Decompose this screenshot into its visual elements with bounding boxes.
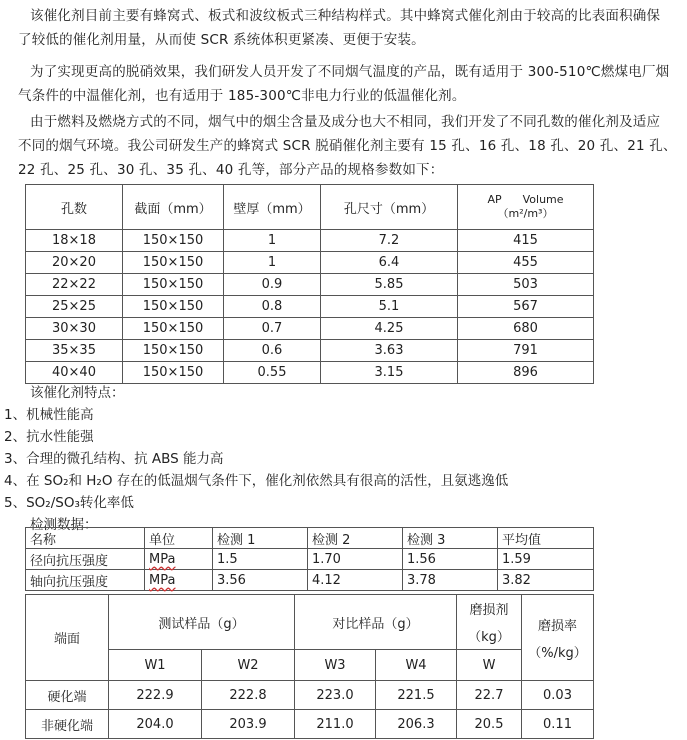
table-row bbox=[26, 274, 594, 296]
cell: 3.63 bbox=[321, 340, 458, 362]
wear-table bbox=[25, 594, 594, 739]
cell: 0.55 bbox=[224, 362, 321, 384]
cell: 222.8 bbox=[202, 681, 295, 710]
header-hole-size: 孔尺寸（mm） bbox=[321, 185, 458, 230]
header-compare-sample: 对比样品（g） bbox=[295, 595, 457, 650]
cell: 203.9 bbox=[202, 710, 295, 739]
cell: 硬化端 bbox=[26, 681, 109, 710]
cell: 3.82 bbox=[498, 570, 594, 591]
cell: 221.5 bbox=[376, 681, 457, 710]
feature-item: 5、SO₂/SO₃转化率低 bbox=[4, 495, 134, 511]
cell: MPa bbox=[145, 570, 213, 591]
cell: 18×18 bbox=[26, 230, 123, 252]
header-name: 名称 bbox=[26, 528, 145, 549]
table-header-row bbox=[26, 185, 594, 230]
cell: 非硬化端 bbox=[26, 710, 109, 739]
cell: 5.85 bbox=[321, 274, 458, 296]
table-row bbox=[26, 340, 594, 362]
cell: 4.25 bbox=[321, 318, 458, 340]
cell: 5.1 bbox=[321, 296, 458, 318]
wear-rate-unit: （%/kg） bbox=[528, 645, 587, 661]
header-unit: 单位 bbox=[145, 528, 213, 549]
cell: 150×150 bbox=[123, 252, 224, 274]
cell: 3.78 bbox=[403, 570, 498, 591]
header-abrasive bbox=[457, 595, 522, 650]
header-hole-count: 孔数 bbox=[26, 185, 123, 230]
header-test-2: 检测 2 bbox=[308, 528, 403, 549]
cell: MPa bbox=[145, 549, 213, 570]
cell: 轴向抗压强度 bbox=[26, 570, 145, 591]
table-row bbox=[26, 296, 594, 318]
cell: 1.70 bbox=[308, 549, 403, 570]
sub-w2: W2 bbox=[202, 650, 295, 681]
header-section: 截面（mm） bbox=[123, 185, 224, 230]
abrasive-unit: （kg） bbox=[468, 630, 510, 645]
header-wall-thickness: 壁厚（mm） bbox=[224, 185, 321, 230]
table-header-row bbox=[26, 595, 594, 650]
cell: 0.9 bbox=[224, 274, 321, 296]
text-line: 22 孔、25 孔、30 孔、35 孔、40 孔等，部分产品的规格参数如下： bbox=[18, 162, 444, 178]
cell: 1.5 bbox=[213, 549, 308, 570]
cell: 791 bbox=[458, 340, 594, 362]
sub-w1: W1 bbox=[109, 650, 202, 681]
feature-item: 4、在 SO₂和 H₂O 存在的低温烟气条件下，催化剂依然具有很高的活性，且氨逃逸低 bbox=[4, 473, 509, 489]
cell: 567 bbox=[458, 296, 594, 318]
spec-table bbox=[25, 184, 594, 384]
cell: 150×150 bbox=[123, 340, 224, 362]
table-row bbox=[26, 681, 594, 710]
header-ap-volume bbox=[458, 185, 594, 230]
header-wear-rate bbox=[522, 595, 594, 681]
cell: 20×20 bbox=[26, 252, 123, 274]
wear-rate-label: 磨损率 bbox=[537, 618, 577, 634]
sub-w3: W3 bbox=[295, 650, 376, 681]
features-section bbox=[0, 382, 600, 536]
feature-item: 1、机械性能高 bbox=[4, 407, 94, 423]
cell: 30×30 bbox=[26, 318, 123, 340]
text-line: 为了实现更高的脱硝效果，我们研发人员开发了不同烟气温度的产品，既有适用于 300-510℃燃煤电厂烟 bbox=[30, 64, 670, 80]
text-line: 该催化剂目前主要有蜂窝式、板式和波纹板式三种结构样式。其中蜂窝式催化剂由于较高的比表面积确保 bbox=[30, 8, 661, 24]
cell: 径向抗压强度 bbox=[26, 549, 145, 570]
header-test-1: 检测 1 bbox=[213, 528, 308, 549]
cell: 150×150 bbox=[123, 318, 224, 340]
cell: 1.56 bbox=[403, 549, 498, 570]
cell: 20.5 bbox=[457, 710, 522, 739]
text-line: 气条件的中温催化剂，也有适用于 185-300℃非电力行业的低温催化剂。 bbox=[18, 88, 466, 104]
cell: 503 bbox=[458, 274, 594, 296]
cell: 150×150 bbox=[123, 274, 224, 296]
table-row bbox=[26, 570, 594, 591]
cell: 150×150 bbox=[123, 296, 224, 318]
intro-paragraph-2 bbox=[18, 60, 678, 108]
cell: 0.7 bbox=[224, 318, 321, 340]
header-end-face: 端面 bbox=[26, 595, 109, 681]
table-subheader-row bbox=[26, 650, 594, 681]
header-test-sample: 测试样品（g） bbox=[109, 595, 295, 650]
table-row bbox=[26, 710, 594, 739]
cell: 415 bbox=[458, 230, 594, 252]
cell: 1.59 bbox=[498, 549, 594, 570]
ap-label: AP Volume bbox=[487, 193, 564, 206]
text-line: 由于燃料及燃烧方式的不同，烟气中的烟尘含量及成分也大不相同，我们开发了不同孔数的催化剂及适应 bbox=[30, 114, 661, 130]
cell: 3.15 bbox=[321, 362, 458, 384]
header-test-3: 检测 3 bbox=[403, 528, 498, 549]
cell: 0.6 bbox=[224, 340, 321, 362]
cell: 455 bbox=[458, 252, 594, 274]
table-row bbox=[26, 318, 594, 340]
test-data-table bbox=[25, 527, 594, 591]
table-row bbox=[26, 549, 594, 570]
sub-w4: W4 bbox=[376, 650, 457, 681]
abrasive-label: 磨损剂 bbox=[469, 603, 509, 618]
cell: 150×150 bbox=[123, 230, 224, 252]
cell: 206.3 bbox=[376, 710, 457, 739]
cell: 22.7 bbox=[457, 681, 522, 710]
cell: 7.2 bbox=[321, 230, 458, 252]
cell: 25×25 bbox=[26, 296, 123, 318]
table-header-row bbox=[26, 528, 594, 549]
cell: 204.0 bbox=[109, 710, 202, 739]
text-line: 了较低的催化剂用量，从而使 SCR 系统体积更紧凑、更便于安装。 bbox=[18, 32, 425, 48]
cell: 35×35 bbox=[26, 340, 123, 362]
cell: 0.11 bbox=[522, 710, 594, 739]
cell: 222.9 bbox=[109, 681, 202, 710]
cell: 211.0 bbox=[295, 710, 376, 739]
table-row bbox=[26, 362, 594, 384]
feature-item: 2、抗水性能强 bbox=[4, 429, 94, 445]
feature-item: 3、合理的微孔结构、抗 ABS 能力高 bbox=[4, 451, 224, 467]
cell: 4.12 bbox=[308, 570, 403, 591]
cell: 6.4 bbox=[321, 252, 458, 274]
cell: 40×40 bbox=[26, 362, 123, 384]
sub-w: W bbox=[457, 650, 522, 681]
cell: 223.0 bbox=[295, 681, 376, 710]
cell: 22×22 bbox=[26, 274, 123, 296]
table-row bbox=[26, 230, 594, 252]
features-title: 该催化剂特点： bbox=[30, 385, 125, 401]
intro-paragraph-3 bbox=[18, 110, 678, 182]
cell: 1 bbox=[224, 252, 321, 274]
cell: 150×150 bbox=[123, 362, 224, 384]
intro-paragraph-1 bbox=[18, 4, 678, 52]
table-row bbox=[26, 252, 594, 274]
cell: 0.03 bbox=[522, 681, 594, 710]
test-title: 检测数据： bbox=[30, 517, 98, 533]
cell: 896 bbox=[458, 362, 594, 384]
text-line: 不同的烟气环境。我公司研发生产的蜂窝式 SCR 脱硝催化剂主要有 15 孔、16 孔、18 孔、20 孔、21 孔、 bbox=[18, 138, 677, 154]
cell: 0.8 bbox=[224, 296, 321, 318]
header-average: 平均值 bbox=[498, 528, 594, 549]
ap-unit: （m²/m³） bbox=[497, 207, 554, 220]
cell: 680 bbox=[458, 318, 594, 340]
cell: 1 bbox=[224, 230, 321, 252]
cell: 3.56 bbox=[213, 570, 308, 591]
